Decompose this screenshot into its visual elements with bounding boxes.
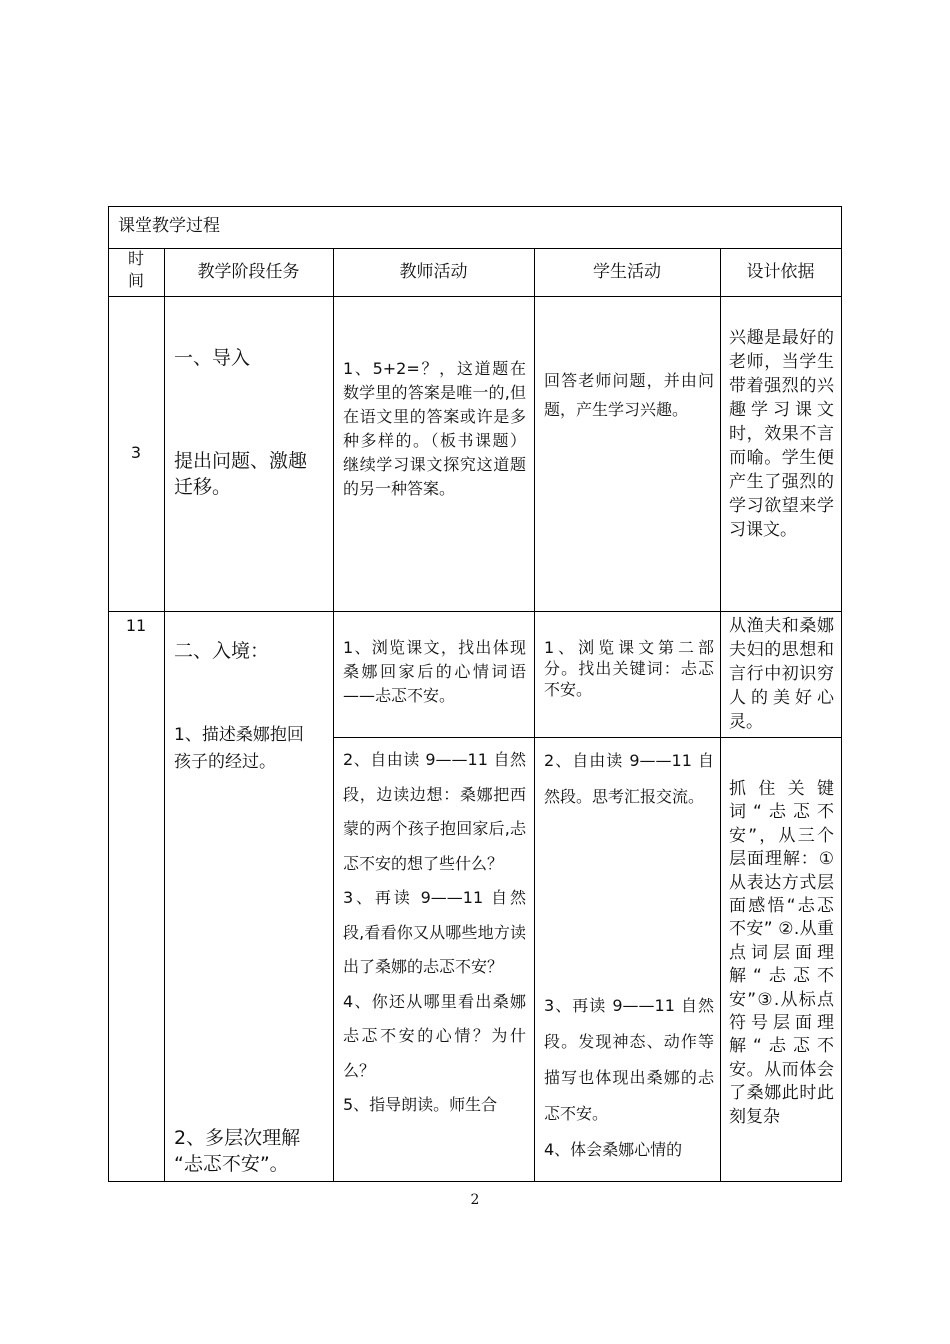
header-student: 学生活动 [593,262,661,282]
table-line-row1 [108,611,842,612]
row2-teacher-b: 2、自由读 9——11 自然段，边读边想：桑娜把西蒙的两个孩子抱回家后,忐忑不安的想了些什么？ 3、再读 9——11 自然段,看看你又从哪些地方读出了桑娜的忐忑不安？ 4、你还从哪里看出桑娜忐忑不安的心情？为什么？ 5、指导朗读。师生合 [343,750,526,1114]
table-line-title [108,248,842,249]
row2-basis-b: 抓住关键词“忐忑不安”，从三个层面理解：①从表达方式层面感悟“忐忑不安” ②.从重点词层面理解“忐忑不安”③.从标点符号层面理解“忐忑不安。从而体会了桑娜此时此刻复杂 [729,779,834,1127]
row1-stage-sub: 提出问题、激趣 迁移。 [174,450,308,498]
row2-teacher-a: 1、浏览课文，找出体现桑娜回家后的心情词语——忐忑不安。 [343,638,526,705]
header-basis: 设计依据 [746,262,815,282]
header-teacher: 教师活动 [399,262,468,282]
row2-student-b1: 2、自由读 9——11 自然段。思考汇报交流。 [544,751,714,806]
row2-basis-a: 从渔夫和桑娜夫妇的思想和言行中初识穷人的美好心灵。 [729,616,834,732]
row2-student-a: 1、浏览课文第二部分。找出关键词：忐忑不安。 [544,638,714,699]
row1-time: 3 [130,443,142,462]
row2-stage-sub2: 2、多层次理解 “忐忑不安”。 [174,1127,301,1175]
table-col-teacher [534,248,535,1182]
header-stage: 教学阶段任务 [197,262,300,282]
table-border-right [841,206,842,1182]
table-border-top [108,206,842,207]
header-time: 时 间 [127,249,144,290]
row1-stage-title: 一、导入 [174,347,251,369]
row1-teacher: 1、5+2=？，这道题在数学里的答案是唯一的,但在语文里的答案或许是多种多样的。（板书课题）继续学习课文探究这道题的另一种答案。 [343,359,526,498]
row1-basis: 兴趣是最好的老师，当学生带着强烈的兴趣学习课文时，效果不言而喻。学生便产生了强烈的学习欲望来学习课文。 [729,328,834,540]
table-col-student [720,248,721,1182]
row1-student: 回答老师问题，并由问题，产生学习兴趣。 [544,371,714,419]
table-line-header [108,296,842,297]
row2-stage-sub1: 1、描述桑娜抱回 孩子的经过。 [174,725,304,772]
table-title: 课堂教学过程 [118,216,220,236]
table-border-bottom [108,1181,842,1182]
row2-time: 11 [125,616,147,635]
table-col-time [164,248,165,1182]
table-line-row2a [333,737,842,738]
table-border-left [108,206,109,1182]
row2-student-b2: 3、再读 9——11 自然段。发现神态、动作等描写也体现出桑娜的忐忑不安。 4、体会桑娜心情的 [544,996,714,1159]
page-number: 2 [470,1192,480,1208]
row2-stage-title: 二、入境： [174,640,270,662]
table-col-stage [333,248,334,1182]
